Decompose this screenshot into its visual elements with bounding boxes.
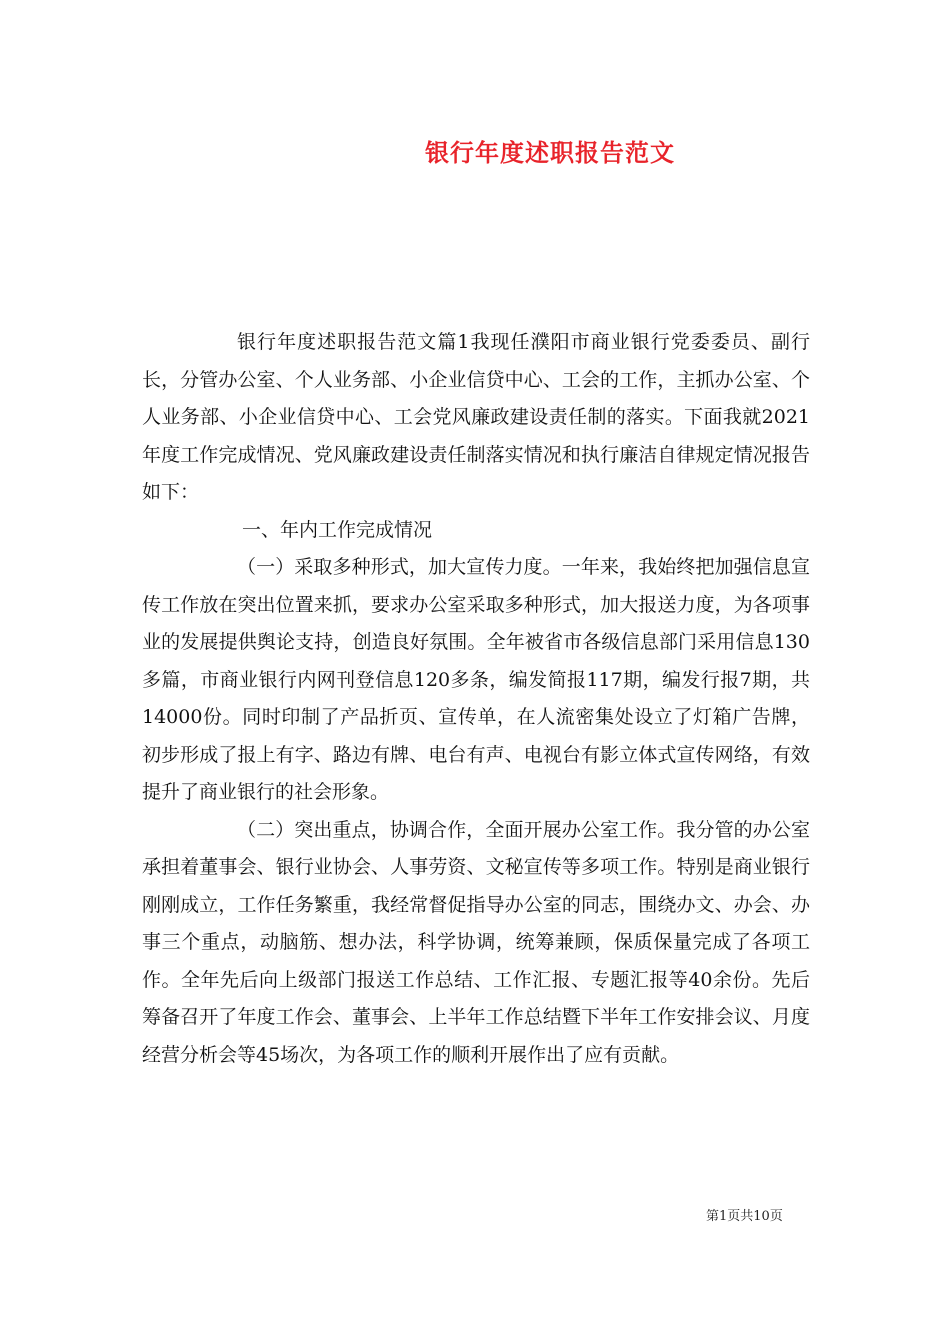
- paragraph-intro: 银行年度述职报告范文篇1我现任濮阳市商业银行党委委员、副行长，分管办公室、个人业务部、小企业信贷中心、工会的工作，主抓办公室、个人业务部、小企业信贷中心、工会党风廉政建设责任制的落实。下面我就2021年度工作完成情况、党风廉政建设责任制落实情况和执行廉洁自律规定情况报告如下：: [142, 331, 810, 503]
- paragraph-office-work: （二）突出重点，协调合作，全面开展办公室工作。我分管的办公室承担着董事会、银行业协会、人事劳资、文秘宣传等多项工作。特别是商业银行刚刚成立，工作任务繁重，我经常督促指导办公室的同志，围绕办文、办会、办事三个重点，动脑筋、想办法，科学协调，统筹兼顾，保质保量完成了各项工作。全年先后向上级部门报送工作总结、工作汇报、专题汇报等40余份。先后筹备召开了年度工作会、董事会、上半年工作总结暨下半年工作安排会议、月度经营分析会等45场次，为各项工作的顺利开展作出了应有贡献。: [142, 818, 810, 1066]
- paragraph-publicity: （一）采取多种形式，加大宣传力度。一年来，我始终把加强信息宣传工作放在突出位置来抓，要求办公室采取多种形式，加大报送力度，为各项事业的发展提供舆论支持，创造良好氛围。全年被省市各级信息部门采用信息130多篇，市商业银行内网刊登信息120多条，编发简报117期，编发行报7期，共14000份。同时印制了产品折页、宣传单，在人流密集处设立了灯箱广告牌，初步形成了报上有字、路边有牌、电台有声、电视台有影立体式宣传网络，有效提升了商业银行的社会形象。: [142, 556, 810, 803]
- document-body: [142, 324, 810, 1074]
- page-number: 第1页共10页: [706, 1209, 783, 1224]
- page-title: 银行年度述职报告范文: [425, 138, 675, 167]
- section-heading: 一、年内工作完成情况: [242, 518, 433, 541]
